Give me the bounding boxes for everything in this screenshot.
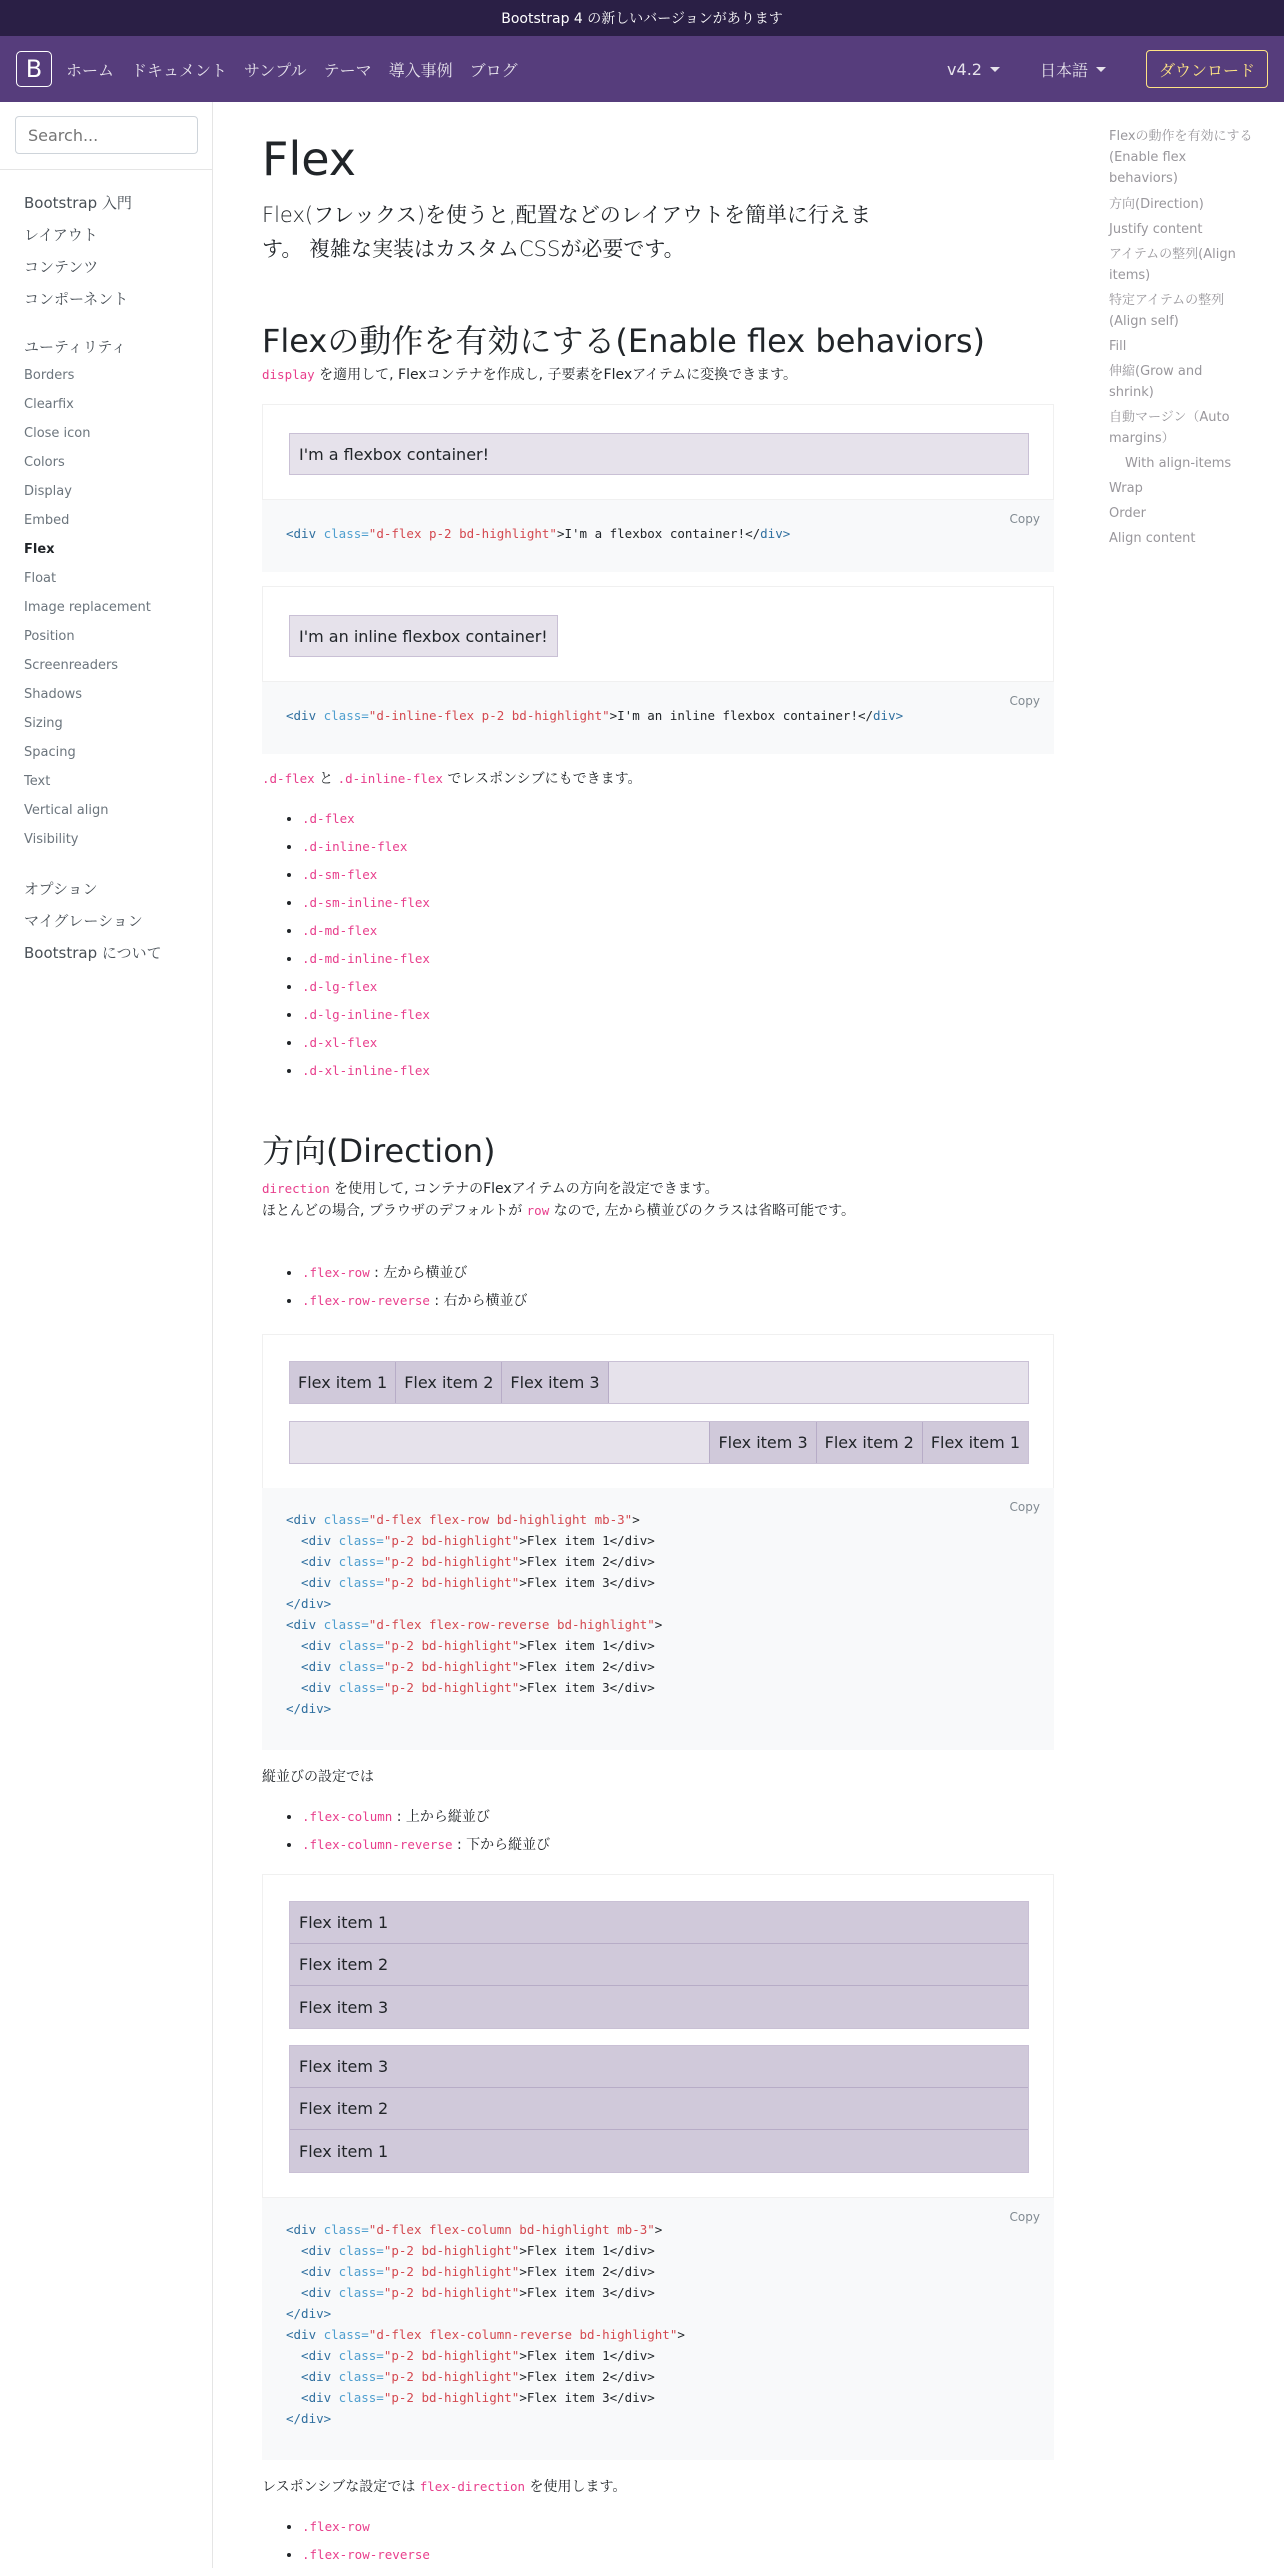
- sidebar-group-layout[interactable]: レイアウト: [24, 226, 98, 244]
- flex-column-demo: [289, 1901, 1029, 2029]
- list-item: • .flex-row-reverse : 右から横並び: [302, 1290, 528, 1318]
- sidebar-item-screenreaders[interactable]: Screenreaders: [24, 658, 119, 673]
- version-announcement-banner[interactable]: [0, 0, 1284, 36]
- flex-item: Flex item 2: [290, 2088, 1028, 2130]
- sidebar-group-migration[interactable]: マイグレーション: [24, 912, 143, 930]
- download-button[interactable]: ダウンロード: [1146, 50, 1268, 88]
- list-item: • .d-flex: [302, 808, 430, 836]
- list-item: • .flex-column-reverse : 下から縦並び: [302, 1834, 550, 1862]
- flex-item: Flex item 3: [290, 1986, 1028, 2028]
- flex-item: Flex item 1: [923, 1422, 1028, 1463]
- code-line: <div class="p-2 bd-highlight">Flex item 2</div>: [286, 2369, 655, 2384]
- toc-item-auto-margins[interactable]: 自動マージン（Auto margins）: [1109, 410, 1230, 446]
- caret-down-icon: [1096, 67, 1106, 72]
- list-item: • .d-sm-flex: [302, 864, 430, 892]
- page-lead: Flex(フレックス)を使うと,配置などのレイアウトを簡単に行えます。 複雑な実装はカスタムCSSが必要です。: [262, 203, 872, 261]
- code-line: <div class="p-2 bd-highlight">Flex item 3</div>: [286, 2285, 655, 2300]
- flex-item: Flex item 2: [817, 1422, 923, 1463]
- code-line: <div class="d-flex flex-row bd-highlight mb-3">: [286, 1512, 640, 1527]
- code-line: <div class="p-2 bd-highlight">Flex item 1</div>: [286, 2243, 655, 2258]
- inline-code: direction: [262, 1181, 330, 1196]
- code-line: <div class="d-inline-flex p-2 bd-highlight">I'm an inline flexbox container!</div>: [286, 708, 904, 723]
- inline-flexbox-demo: I'm an inline flexbox container!: [289, 615, 558, 657]
- sidebar-item-visibility[interactable]: Visibility: [24, 832, 79, 847]
- text: ほとんどの場合, ブラウザのデフォルトが: [262, 1203, 527, 1219]
- responsive-class-list: [302, 808, 430, 1088]
- page-title: Flex: [262, 132, 356, 186]
- inline-code: display: [262, 367, 315, 382]
- code-line: </div>: [286, 1701, 332, 1716]
- code-line: <div class="d-flex flex-column-reverse bd-highlight">: [286, 2327, 685, 2342]
- code-block-flex-row: [262, 1488, 1054, 1750]
- responsive-note: [262, 768, 902, 790]
- navbar-right: [947, 50, 1268, 88]
- sidebar-item-display[interactable]: Display: [24, 484, 72, 499]
- sidebar-item-text[interactable]: Text: [24, 774, 51, 789]
- banner-text: Bootstrap 4 の新しいバージョンがあります: [501, 11, 783, 27]
- list-item: • .flex-column : 上から縦並び: [302, 1806, 550, 1834]
- toc-item-align-items[interactable]: アイテムの整列(Align items): [1109, 247, 1236, 283]
- copy-button[interactable]: Copy: [1009, 694, 1040, 708]
- sidebar-search: [0, 102, 212, 170]
- code-line: </div>: [286, 2411, 332, 2426]
- sidebar-item-colors[interactable]: Colors: [24, 455, 65, 470]
- flex-item: Flex item 1: [290, 2130, 1028, 2172]
- nav-link-docs[interactable]: ドキュメント: [131, 60, 228, 80]
- sidebar-group-options[interactable]: オプション: [24, 880, 98, 898]
- responsive-direction-list: [302, 2516, 430, 2572]
- search-input[interactable]: [15, 116, 198, 154]
- toc-item-wrap[interactable]: Wrap: [1109, 481, 1143, 496]
- sidebar-group-about[interactable]: Bootstrap について: [24, 944, 162, 962]
- flex-item: Flex item 3: [502, 1362, 608, 1403]
- code-line: <div class="d-flex p-2 bd-highlight">I'm a flexbox container!</div>: [286, 526, 791, 541]
- example-flex-column: [262, 1874, 1054, 2198]
- nav-link-blog[interactable]: ブログ: [469, 60, 518, 80]
- toc-item-order[interactable]: Order: [1109, 506, 1146, 521]
- code-line: <div class="d-flex flex-row-reverse bd-highlight">: [286, 1617, 663, 1632]
- sidebar-item-image-replacement[interactable]: Image replacement: [24, 600, 151, 615]
- text: レスポンシブな設定では: [262, 2479, 420, 2495]
- bootstrap-logo[interactable]: B: [16, 51, 52, 87]
- inline-code: .d-inline-flex: [337, 771, 443, 786]
- code-line: <div class="p-2 bd-highlight">Flex item 3</div>: [286, 1680, 655, 1695]
- text: でレスポンシブにもできます。: [442, 771, 642, 787]
- code-line: <div class="d-flex flex-column bd-highlight mb-3">: [286, 2222, 663, 2237]
- list-item: • .d-lg-inline-flex: [302, 1004, 430, 1032]
- list-item: • .flex-row: [302, 2516, 430, 2544]
- sidebar-item-close-icon[interactable]: Close icon: [24, 426, 91, 441]
- list-item: • .d-xl-flex: [302, 1032, 430, 1060]
- copy-button[interactable]: Copy: [1009, 1500, 1040, 1514]
- direction-row-list: [302, 1262, 528, 1318]
- code-line: <div class="p-2 bd-highlight">Flex item 3</div>: [286, 2390, 655, 2405]
- sidebar-group-getting-started[interactable]: Bootstrap 入門: [24, 194, 132, 212]
- flex-column-reverse-demo: [289, 2045, 1029, 2173]
- language-dropdown[interactable]: [1040, 58, 1106, 81]
- code-block-flexbox: [262, 500, 1054, 572]
- direction-column-list: [302, 1806, 550, 1862]
- direction-intro: [262, 1178, 902, 1222]
- responsive-direction-note: [262, 2476, 902, 2498]
- code-line: <div class="p-2 bd-highlight">Flex item 1</div>: [286, 1638, 655, 1653]
- copy-button[interactable]: Copy: [1009, 512, 1040, 526]
- list-item: • .d-md-inline-flex: [302, 948, 430, 976]
- sidebar-item-borders[interactable]: Borders: [24, 368, 75, 383]
- code-line: <div class="p-2 bd-highlight">Flex item 1</div>: [286, 1533, 655, 1548]
- list-item: • .d-md-flex: [302, 920, 430, 948]
- column-intro: 縦並びの設定では: [262, 1769, 374, 1785]
- sidebar-item-position[interactable]: Position: [24, 629, 75, 644]
- code-line: <div class="p-2 bd-highlight">Flex item 1</div>: [286, 2348, 655, 2363]
- code-line: <div class="p-2 bd-highlight">Flex item 3</div>: [286, 1575, 655, 1590]
- nav-link-showcase[interactable]: 導入事例: [388, 60, 453, 80]
- list-item: • .d-lg-flex: [302, 976, 430, 1004]
- code-line: </div>: [286, 2306, 332, 2321]
- top-navbar: [0, 36, 1284, 102]
- section-intro-enable-flex: [262, 364, 902, 386]
- sidebar-group-content[interactable]: コンテンツ: [24, 258, 99, 276]
- nav-link-examples[interactable]: サンプル: [244, 60, 307, 80]
- sidebar-item-shadows[interactable]: Shadows: [24, 687, 83, 702]
- nav-link-home[interactable]: ホーム: [66, 60, 115, 80]
- toc-item-grow-shrink[interactable]: 伸縮(Grow and shrink): [1109, 364, 1203, 400]
- docs-sidebar: [0, 102, 213, 2568]
- flex-item: Flex item 2: [290, 1944, 1028, 1986]
- text: を使用します。: [525, 2479, 627, 2495]
- list-item: • .flex-row-reverse: [302, 2544, 430, 2572]
- nav-link-themes[interactable]: テーマ: [323, 60, 372, 80]
- list-item: • .d-xl-inline-flex: [302, 1060, 430, 1088]
- copy-button[interactable]: Copy: [1009, 2210, 1040, 2224]
- language-label: 日本語: [1039, 60, 1088, 80]
- example-flexbox-container: [262, 404, 1054, 500]
- sidebar-item-embed[interactable]: Embed: [24, 513, 70, 528]
- toc-item-align-self[interactable]: 特定アイテムの整列(Align self): [1109, 293, 1225, 329]
- code-line: <div class="p-2 bd-highlight">Flex item 2</div>: [286, 1659, 655, 1674]
- sidebar-item-spacing[interactable]: Spacing: [24, 745, 76, 760]
- flexbox-container-demo: I'm a flexbox container!: [289, 433, 1029, 475]
- toc-item-with-align-items[interactable]: With align-items: [1125, 456, 1232, 471]
- inline-code: .d-flex: [262, 771, 315, 786]
- sidebar-group-components[interactable]: コンポーネント: [24, 290, 129, 308]
- code-block-inline-flexbox: [262, 682, 1054, 754]
- inline-code: flex-direction: [419, 2479, 526, 2494]
- sidebar-item-float[interactable]: Float: [24, 571, 57, 586]
- section-heading-enable-flex: Flexの動作を有効にする(Enable flex behaviors): [262, 322, 986, 360]
- code-line: </div>: [286, 1596, 332, 1611]
- flex-item: Flex item 1: [290, 1902, 1028, 1944]
- toc-item-enable-flex[interactable]: Flexの動作を有効にする(Enable flex behaviors): [1109, 129, 1253, 186]
- flex-item: Flex item 1: [290, 1362, 396, 1403]
- example-inline-flexbox: [262, 586, 1054, 682]
- code-line: <div class="p-2 bd-highlight">Flex item 2</div>: [286, 2264, 655, 2279]
- list-item: • .flex-row : 左から横並び: [302, 1262, 528, 1290]
- text: なので, 左から横並びのクラスは省略可能です。: [549, 1203, 856, 1219]
- text: を使用して, コンテナのFlexアイテムの方向を設定できます。: [329, 1181, 719, 1197]
- list-item: • .d-sm-inline-flex: [302, 892, 430, 920]
- section-heading-direction: 方向(Direction): [262, 1132, 496, 1170]
- list-item: • .d-inline-flex: [302, 836, 430, 864]
- sidebar-item-clearfix[interactable]: Clearfix: [24, 397, 74, 412]
- sidebar-item-sizing[interactable]: Sizing: [24, 716, 63, 731]
- text: と: [314, 771, 338, 787]
- flex-item: Flex item 3: [290, 2046, 1028, 2088]
- toc-item-justify-content[interactable]: Justify content: [1109, 222, 1203, 237]
- sidebar-item-vertical-align[interactable]: Vertical align: [24, 803, 109, 818]
- toc-item-align-content[interactable]: Align content: [1109, 531, 1196, 546]
- code-block-flex-column: [262, 2198, 1054, 2460]
- sidebar-group-utilities[interactable]: ユーティリティ: [24, 338, 127, 356]
- flex-row-demo: [289, 1361, 1029, 1404]
- inline-code: row: [526, 1203, 550, 1218]
- intro-text: を適用して, Flexコンテナを作成し, 子要素をFlexアイテムに変換できます。: [314, 367, 798, 383]
- toc-item-direction[interactable]: 方向(Direction): [1109, 197, 1204, 212]
- sidebar-item-flex[interactable]: Flex: [24, 542, 55, 557]
- version-label: v4.2: [947, 59, 982, 79]
- flex-row-reverse-demo: [289, 1421, 1029, 1464]
- flex-item: Flex item 2: [396, 1362, 502, 1403]
- version-dropdown[interactable]: [947, 60, 1000, 79]
- code-line: <div class="p-2 bd-highlight">Flex item 2</div>: [286, 1554, 655, 1569]
- toc-item-fill[interactable]: Fill: [1109, 339, 1127, 354]
- caret-down-icon: [990, 67, 1000, 72]
- flex-item: Flex item 3: [709, 1422, 816, 1463]
